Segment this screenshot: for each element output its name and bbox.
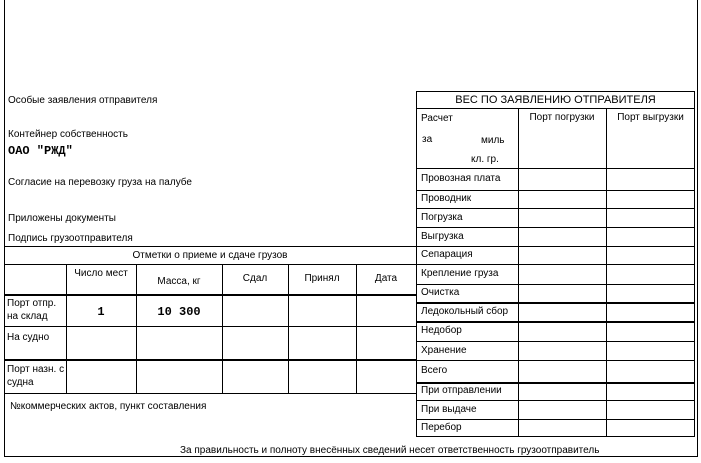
col-mass-header: Масса, кг — [157, 276, 201, 287]
weight-row-line — [416, 190, 695, 191]
weight-row-label: Всего — [421, 365, 448, 376]
calc-label: Расчет — [421, 113, 453, 124]
weight-row-label: При отправлении — [421, 385, 502, 396]
weight-row-label: При выдаче — [421, 404, 477, 415]
weight-row-label: Недобор — [421, 325, 462, 336]
weight-row-label: Хранение — [421, 345, 467, 356]
weight-row-line — [416, 382, 695, 384]
attached-docs-label: Приложены документы — [8, 213, 116, 224]
weight-row-line — [416, 321, 695, 323]
row-dest-port-label: Порт назн. с судна — [7, 364, 65, 388]
special-statements-label: Особые заявления отправителя — [8, 95, 158, 106]
col-received-header: Принял — [304, 273, 340, 284]
container-owner-value: ОАО "РЖД" — [8, 144, 73, 158]
weight-row-line — [416, 208, 695, 209]
deck-consent-label: Согласие на перевозку груза на палубе — [8, 177, 192, 188]
marks-col-sep — [66, 264, 67, 393]
marks-bottom-line — [4, 393, 416, 394]
weight-col-sep — [606, 108, 607, 437]
weight-row-line — [416, 419, 695, 420]
weight-row-line — [416, 246, 695, 247]
weight-row-label: Погрузка — [421, 212, 463, 223]
weight-col-sep — [518, 108, 519, 437]
col-date-header: Дата — [374, 273, 398, 284]
commercial-acts-label: №коммерческих актов, пункт составления — [10, 401, 207, 412]
weight-row-label: Перебор — [421, 422, 462, 433]
container-owner-label: Контейнер собственность — [8, 129, 128, 140]
sender-signature-label: Подпись грузоотправителя — [8, 233, 133, 244]
port-unloading-header: Порт выгрузки — [617, 112, 684, 123]
weight-row-label: Сепарация — [421, 249, 473, 260]
weight-row-line — [416, 302, 695, 304]
row-to-vessel-label: На судно — [7, 332, 50, 343]
weight-table-title: ВЕС ПО ЗАЯВЛЕНИЮ ОТПРАВИТЕЛЯ — [455, 94, 656, 106]
footer-note: За правильность и полноту внесённых сведений несет ответственность грузоотправитель — [180, 445, 600, 456]
weight-title-line — [416, 108, 695, 109]
weight-row-line — [416, 168, 695, 169]
weight-row-label: Проводник — [421, 193, 472, 204]
col-count-header: Число мест — [74, 268, 128, 279]
za-label: за — [422, 134, 433, 145]
weight-row-label: Ледокольный сбор — [421, 306, 509, 317]
row-port-warehouse-label: Порт отпр. на склад — [7, 298, 57, 322]
marks-top-line — [4, 246, 416, 247]
weight-row-line — [416, 284, 695, 285]
col-handed-header: Сдал — [242, 273, 268, 284]
weight-row-label: Очистка — [421, 287, 460, 298]
weight-row-line — [416, 227, 695, 228]
weight-row-line — [416, 264, 695, 265]
marks-col-sep — [222, 264, 223, 393]
weight-row-label: Провозная плата — [421, 173, 501, 184]
mil-label: миль — [481, 135, 505, 146]
weight-row-line — [416, 341, 695, 342]
marks-col-sep — [288, 264, 289, 393]
marks-col-sep — [136, 264, 137, 393]
count-value: 1 — [97, 305, 105, 319]
marks-col-sep — [356, 264, 357, 393]
weight-row-line — [416, 360, 695, 361]
marks-title: Отметки о приеме и сдаче грузов — [132, 250, 288, 261]
weight-row-line — [416, 400, 695, 401]
port-loading-header: Порт погрузки — [529, 112, 595, 123]
kl-gr-label: кл. гр. — [471, 154, 499, 165]
weight-row-label: Выгрузка — [421, 231, 464, 242]
mass-value: 10 300 — [157, 305, 201, 319]
weight-row-label: Крепление груза — [421, 268, 499, 279]
